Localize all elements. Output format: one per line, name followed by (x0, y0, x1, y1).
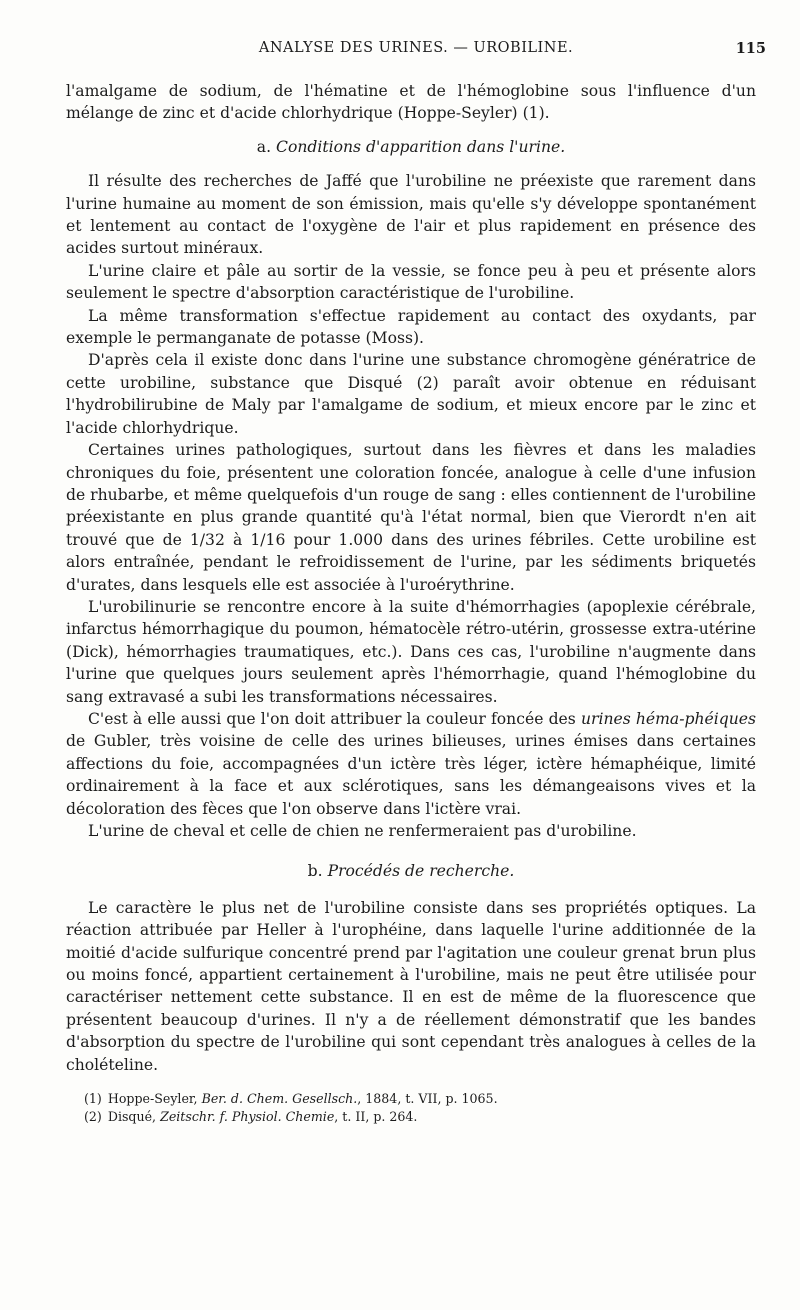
section-letter: b. (307, 862, 323, 881)
footnote-journal: Zeitschr. f. Physiol. Chemie (160, 1109, 335, 1125)
section-letter: a. (256, 137, 272, 156)
paragraph: Il résulte des recherches de Jaffé que l'urobiline ne préexiste que rarement dans l'urine humaine au moment de son émission, mais qu'elle s'y développe spontanément et lentement au contact de l'oxygène de l'air et plus rapidement en présence des acides surtout minéraux. (66, 172, 756, 258)
paragraph: La même transformation s'effectue rapidement au contact des oxydants, par exemple le permanganate de potasse (Moss). (66, 306, 756, 348)
page-number: 115 (735, 40, 766, 57)
paragraph: L'urobilinurie se rencontre encore à la suite d'hémorrhagies (apoplexie cérébrale, infarctus hémorrhagique du poumon, hématocèle rétro-utérin, grossesse extra-utérine (Dick), hémorrhagies traumatiques, etc.). Dans ces cas, l'urobiline n'augmente dans l'urine que quelques jours seulement après l'hémorrhagie, quand l'hémoglobine du sang extravasé a subi les transformations nécessaires. (66, 597, 756, 706)
section-title: Procédés de recherche. (327, 862, 515, 881)
text-block (66, 80, 756, 1126)
paragraph-text: de Gubler, très voisine de celle des urines bilieuses, urines émises dans certaines affections du foie, accompagnées d'un ictère très léger, ictère hémaphéique, limité ordinairement à la face et aux sclérotiques, sans les démangeaisons vives et la décoloration des fèces que l'on observe dans l'ictère vrai. (66, 732, 756, 818)
footnote-mark: (2) (84, 1109, 102, 1125)
footnote-author: Hoppe-Seyler, (107, 1091, 198, 1107)
paragraph-text: C'est à elle aussi que l'on doit attribuer la couleur foncée des (88, 709, 576, 728)
running-title: ANALYSE DES URINES. — UROBILINE. (258, 40, 574, 56)
footnote-details: , t. II, p. 264. (334, 1109, 418, 1125)
paragraph: L'urine claire et pâle au sortir de la vessie, se fonce peu à peu et présente alors seulement le spectre d'absorption caractéristique de l'urobiline. (66, 261, 756, 303)
paragraph: D'après cela il existe donc dans l'urine une substance chromogène génératrice de cette urobiline, substance que Disqué (2) paraît avoir obtenue en réduisant l'hydrobilirubine de Maly par l'amalgame de sodium, et mieux encore par le zinc et l'acide chlorhydrique. (66, 351, 756, 437)
running-head (66, 40, 766, 64)
italic-term: urines héma-phéiques (580, 709, 756, 728)
paragraph: L'urine de cheval et celle de chien ne renfermeraient pas d'urobiline. (88, 822, 637, 840)
paragraph: Le caractère le plus net de l'urobiline consiste dans ses propriétés optiques. La réaction attribuée par Heller à l'urophéine, dans laquelle l'urine additionnée de la moitié d'acide sulfurique concentré prend par l'agitation une couleur grenat brun plus ou moins foncé, appartient certainement à l'urobiline, mais ne peut être utilisée pour caractériser nettement cette substance. Il en est de même de la fluorescence que présentent beaucoup d'urines. Il n'y a de réellement démonstratif que les bandes d'absorption du spectre de l'urobiline qui sont cependant très analogues à celles de la cholételine. (66, 898, 756, 1074)
section-heading-a (66, 136, 756, 158)
paragraph (66, 708, 756, 820)
footnote-journal: Ber. d. Chem. Gesellsch. (201, 1091, 358, 1107)
section-heading-b (66, 860, 756, 882)
section-title: Conditions d'apparition dans l'urine. (276, 137, 566, 156)
footnote-mark: (1) (84, 1091, 102, 1107)
footnote (84, 1090, 756, 1108)
paragraph: l'amalgame de sodium, de l'hématine et de l'hémoglobine sous l'influence d'un mélange de zinc et d'acide chlorhydrique (Hoppe-Seyler) (1). (66, 82, 756, 123)
footnote (84, 1108, 756, 1126)
paragraph: Certaines urines pathologiques, surtout dans les fièvres et dans les maladies chroniques du foie, présentent une coloration foncée, analogue à celle d'une infusion de rhubarbe, et même quelquefois d'un rouge de sang : elles contiennent de l'urobiline préexistante en plus grande quantité qu'à l'état normal, bien que Vierordt n'en ait trouvé que de 1/32 à 1/16 pour 1.000 dans des urines fébriles. Cette urobiline est alors entraînée, pendant le refroidissement de l'urine, par les sédiments briquetés d'urates, dans lesquels elle est associée à l'uroérythrine. (66, 441, 756, 594)
footnote-author: Disqué, (107, 1109, 157, 1125)
footnote-details: , 1884, t. VII, p. 1065. (357, 1091, 498, 1107)
footnotes (66, 1090, 756, 1126)
